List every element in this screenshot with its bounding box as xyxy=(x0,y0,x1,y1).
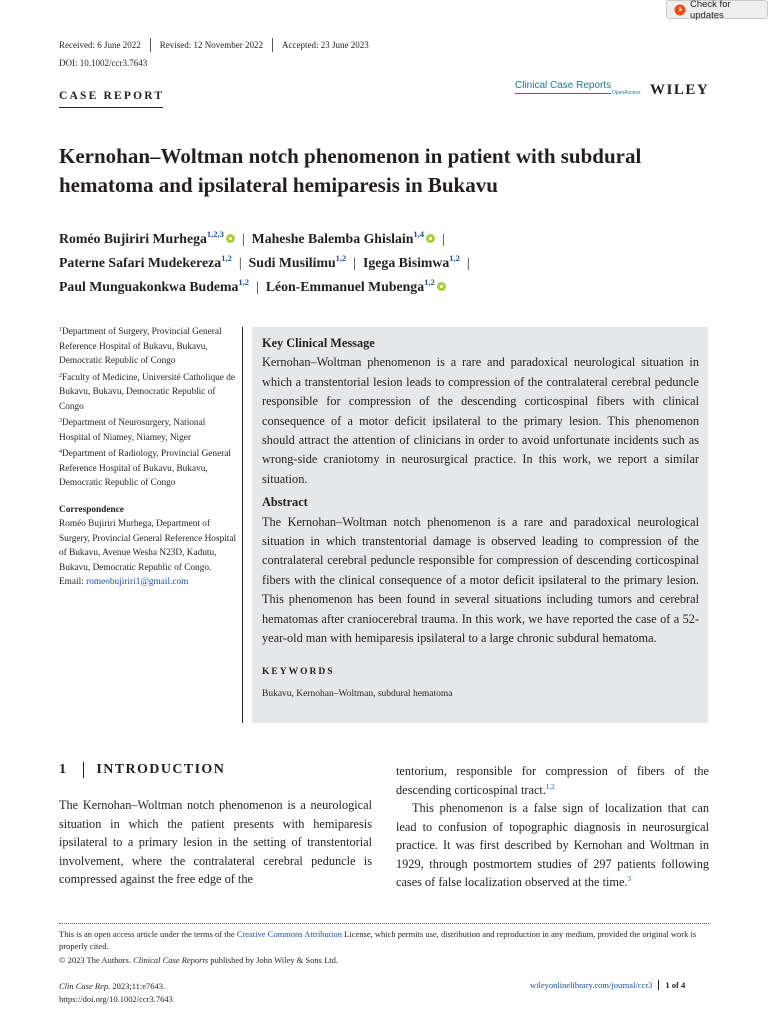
author: Paterne Safari Mudekereza$^{1,2}$ xyxy=(59,253,232,270)
divider xyxy=(658,980,659,990)
license-text: This is an open access article under the terms of the Creative Commons Attribution License, which permits use, distribution and reproduction in any medium, provided the original work is properly cited. xyxy=(59,929,697,952)
author-list xyxy=(59,227,719,299)
affiliations xyxy=(59,325,239,590)
affiliation: $^3$Department of Neurosurgery, National Hospital of Niamey, Niamey, Niger xyxy=(59,418,206,443)
affiliation: $^2$Faculty of Medicine, Université Catholique de Bukavu, Bukavu, Democratic Republic of Congo xyxy=(59,372,235,412)
divider xyxy=(83,762,84,778)
license-link[interactable]: Creative Commons Attribution xyxy=(236,929,343,939)
section-title: INTRODUCTION xyxy=(96,762,226,777)
accepted-date: Accepted: 23 June 2023 xyxy=(281,40,369,50)
citation-ref[interactable]: 3 xyxy=(627,875,631,883)
page-number: 1 of 4 xyxy=(665,980,686,990)
orcid-icon[interactable] xyxy=(226,234,235,243)
divider xyxy=(150,38,151,52)
check-for-updates-label: Check for updates xyxy=(689,0,731,21)
paragraph: This phenomenon is a false sign of localization that can lead to confusion of topographic diagnosis in neurosurgical practice. It was first described by Kernohan and Woltman in 1929, through postmortem studies of 297 patients following cases of false localization observed at the time.$^3$ xyxy=(396,801,709,889)
author: Maheshe Balemba Ghislain$^{1,4}$ xyxy=(251,229,425,246)
paragraph-part: The Kernohan–Woltman notch phenomenon is a neurological situation in which the patient presents with hemiparesis ipsilateral to a primary lesion in the setting of transtentorial involvement, where the contralateral cerebral peduncle is compressed against the free edge of the xyxy=(59,798,372,886)
citation-doi-link[interactable]: https://doi.org/10.1002/ccr3.7643 xyxy=(59,994,173,1004)
abstract-text: The Kernohan–Woltman notch phenomenon is a rare and paradoxical neurological situation in which transtentorial damage is observed leading to compression of the contralateral cerebral peduncle responsible for compression of descending corticospinal fibers with the clinical consequence of a motor deficit ipsilateral to the primary lesion. This phenomenon has been found in several situations including tumors and cerebral hematomas after craniocerebral trauma. In this work, we have reported the case of a 52-year-old man with hemiparesis ipsilateral to a large chronic subdural hematoma. xyxy=(262,514,699,646)
key-message-text: Kernohan–Woltman phenomenon is a rare and paradoxical neurological situation in which a transtentorial lesion leads to compression of the contralateral cerebral peduncle responsible for compression of the descending corticospinal fibers with clinical consequence of a motor deficit ipsilateral to the primary lesion. This phenomenon should attract the attention of clinicians in order to avoid unfortunate incidents such as wrong-side craniotomy in neurosurgical practice. In this work, we report a similar situation. xyxy=(262,355,699,486)
key-message-heading: Key Clinical Message xyxy=(262,336,375,350)
paragraph-part: tentorium, responsible for compression of fibers of the descending corticospinal tract.$^{1,2}$ xyxy=(396,764,709,797)
copyright-text: © 2023 The Authors. Clinical Case Reports published by John Wiley & Sons Ltd. xyxy=(59,955,339,965)
journal-underline xyxy=(515,93,611,94)
journal-name-link[interactable]: Clinical Case Reports xyxy=(515,80,612,91)
divider: | xyxy=(353,255,357,270)
check-for-updates-button[interactable] xyxy=(666,0,768,19)
page-info xyxy=(530,980,685,990)
divider: | xyxy=(466,255,470,270)
section-number: 1 xyxy=(59,762,68,777)
divider xyxy=(59,107,163,108)
refresh-icon xyxy=(674,4,686,16)
author: Roméo Bujiriri Murhega$^{1,2,3}$ xyxy=(59,229,224,246)
author: Léon-Emmanuel Mubenga$^{1,2}$ xyxy=(265,277,435,294)
citation: Clin Case Rep. 2023;11:e7643. https://doi.org/10.1002/ccr3.7643 xyxy=(59,981,173,1004)
doi: DOI: 10.1002/ccr3.7643 xyxy=(59,58,148,68)
orcid-icon[interactable] xyxy=(437,282,446,291)
divider: | xyxy=(442,231,445,246)
author-affiliation-ref[interactable]: 1,2 xyxy=(335,253,347,263)
divider xyxy=(272,38,273,52)
body-column-right xyxy=(396,762,709,892)
author-affiliation-ref[interactable]: 1,2 xyxy=(221,253,232,263)
column-divider xyxy=(242,327,243,723)
author-affiliation-ref[interactable]: 1,2 xyxy=(449,253,460,263)
dates-row xyxy=(59,38,369,52)
revised-date: Revised: 12 November 2022 xyxy=(159,40,263,50)
author-affiliation-ref[interactable]: 1,2 xyxy=(238,277,250,287)
email-link[interactable]: romeobujiriri1@gmail.com xyxy=(86,577,189,587)
author-affiliation-ref[interactable]: 1,2 xyxy=(424,277,435,287)
footer-divider xyxy=(59,923,709,924)
divider: | xyxy=(241,231,245,246)
divider: | xyxy=(238,255,242,270)
author: Sudi Musilimu$^{1,2}$ xyxy=(248,253,347,270)
keywords-heading: KEYWORDS xyxy=(262,666,335,677)
body-column-left xyxy=(59,796,372,889)
orcid-icon[interactable] xyxy=(426,234,435,243)
received-date: Received: 6 June 2022 xyxy=(59,40,141,50)
affiliation: $^1$Department of Surgery, Provincial General Reference Hospital of Bukavu, Bukavu, Democratic Republic of Congo xyxy=(59,327,222,366)
abstract-heading: Abstract xyxy=(262,495,308,510)
keywords-text: Bukavu, Kernohan–Woltman, subdural hematoma xyxy=(262,688,453,699)
correspondence-address: Roméo Bujiriri Murhega, Department of Surgery, Provincial General Reference Hospital of Bukavu, Avenue Wesha N23D, Kadutu, Bukavu, Democratic Republic of Congo. xyxy=(59,519,237,573)
citation-ref[interactable]: 1,2 xyxy=(545,782,555,791)
correspondence-email: Email: romeobujiriri1@gmail.com xyxy=(59,577,189,587)
section-heading xyxy=(59,762,225,778)
author: Paul Munguakonkwa Budema$^{1,2}$ xyxy=(59,277,250,294)
open-access-label: OpenAccess xyxy=(612,90,641,96)
author-affiliation-ref[interactable]: 1,4 xyxy=(413,229,425,239)
correspondence-heading: Correspondence xyxy=(59,504,124,515)
publisher-logo: WILEY xyxy=(650,82,710,98)
article-title: Kernohan–Woltman notch phenomenon in patient with subdural hematoma and ipsilateral hemiparesis in Bukavu xyxy=(59,144,642,197)
divider: | xyxy=(256,279,259,294)
abstract-box xyxy=(252,327,708,723)
author: Igega Bisimwa$^{1,2}$ xyxy=(363,253,460,270)
affiliation: $^4$Department of Radiology, Provincial General Reference Hospital of Bukavu, Bukavu, Democratic Republic of Congo xyxy=(59,449,232,488)
journal-site-link[interactable]: wileyonlinelibrary.com/journal/ccr3 xyxy=(530,980,653,990)
author-affiliation-ref[interactable]: 1,2,3 xyxy=(206,229,224,239)
article-type-label: CASE REPORT xyxy=(59,90,165,102)
